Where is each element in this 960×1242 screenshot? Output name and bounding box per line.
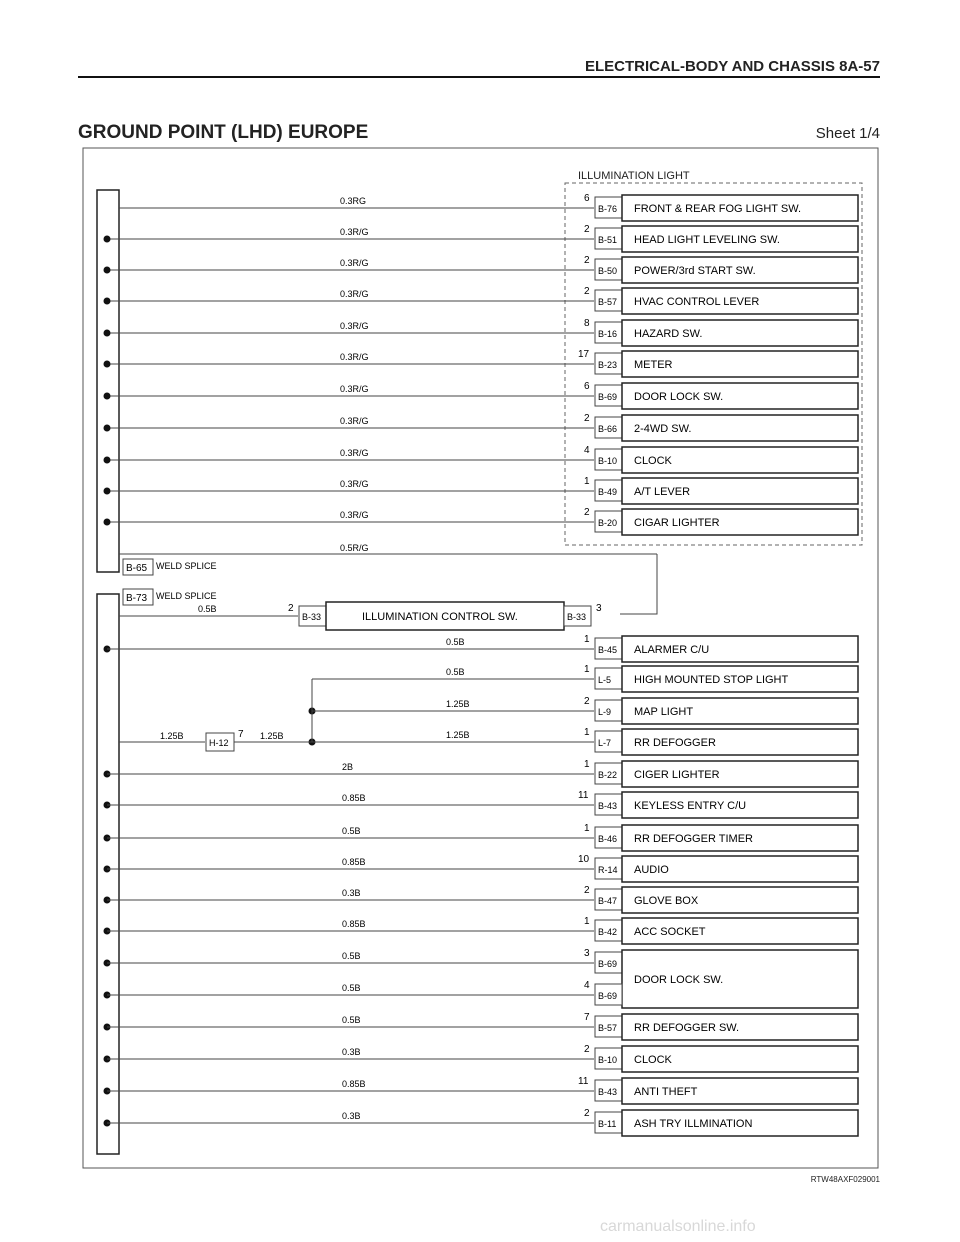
illum-pin-number: 4	[584, 445, 590, 456]
illum-pin-number: 2	[584, 255, 590, 266]
ground-connector-label: B-46	[598, 834, 618, 844]
illum-connector-label: B-69	[598, 392, 618, 402]
ground-wire-label: 0.85B	[342, 793, 366, 803]
ground-wire-label: 0.85B	[342, 1079, 366, 1089]
illum-wire-label: 0.3R/G	[340, 416, 369, 426]
splice-dot	[104, 425, 111, 432]
ground-device-label: KEYLESS ENTRY C/U	[634, 800, 747, 812]
ground-device-label: AUDIO	[634, 864, 669, 876]
ground-wire-label: 1.25B	[446, 730, 470, 740]
illum-wire-label: 0.3R/G	[340, 510, 369, 520]
ground-connector-label: B-45	[598, 645, 618, 655]
ground-connector-label: B-43	[598, 1087, 618, 1097]
illum-device-label: 2-4WD SW.	[634, 423, 692, 435]
ground-device-label: DOOR LOCK SW.	[634, 974, 724, 986]
illum-wire-label: 0.3R/G	[340, 479, 369, 489]
ground-pin-number: 10	[578, 854, 590, 865]
ground-pin-number: 1	[584, 664, 590, 675]
control-switch-conn-left: B-33	[302, 612, 322, 622]
illum-connector-label: B-10	[598, 456, 618, 466]
ground-connector-label: B-69	[598, 991, 618, 1001]
illum-wire-label: 0.3RG	[340, 196, 367, 206]
ground-connector-label: L-7	[598, 738, 612, 748]
ground-pin-number: 1	[584, 727, 590, 738]
illum-device-label: POWER/3rd START SW.	[634, 265, 756, 277]
illum-device-label: HAZARD SW.	[634, 328, 703, 340]
illum-connector-label: B-51	[598, 235, 618, 245]
ground-wire-label: 0.5B	[446, 667, 465, 677]
splice-dot	[104, 488, 111, 495]
illum-pin-number: 2	[584, 507, 590, 518]
illum-wire-label: 0.3R/G	[340, 258, 369, 268]
ground-pin-number: 2	[584, 1108, 590, 1119]
illum-device-label: CLOCK	[634, 455, 672, 467]
illum-connector-label: B-57	[598, 297, 618, 307]
ground-pin-number: 4	[584, 980, 590, 991]
splice-dot	[104, 298, 111, 305]
watermark: carmanualsonline.info	[600, 1218, 756, 1235]
ground-device-label: GLOVE BOX	[634, 895, 699, 907]
illum-wire-label: 0.3R/G	[340, 384, 369, 394]
ground-connector-label: B-22	[598, 770, 618, 780]
control-switch-conn-right: B-33	[567, 612, 587, 622]
illum-device-label: HVAC CONTROL LEVER	[634, 296, 760, 308]
illum-connector-label: B-50	[598, 266, 618, 276]
ground-pin-number: 11	[578, 1076, 589, 1087]
weld-splice-label-upper: WELD SPLICE	[156, 561, 217, 571]
connector-label-b73: B-73	[126, 593, 148, 604]
ground-pin-number: 7	[584, 1012, 590, 1023]
illum-device-label: METER	[634, 359, 673, 371]
control-switch-pin-right: 3	[596, 603, 602, 614]
splice-dot	[104, 330, 111, 337]
illum-device-label: HEAD LIGHT LEVELING SW.	[634, 234, 780, 246]
ground-wire-label: 0.5B	[342, 826, 361, 836]
illum-wire-label: 0.3R/G	[340, 448, 369, 458]
control-switch-wire-label: 0.5B	[198, 604, 217, 614]
splice-dot	[104, 267, 111, 274]
header-title: ELECTRICAL-BODY AND CHASSIS 8A-57	[584, 58, 880, 75]
ground-connector-label: B-69	[598, 959, 618, 969]
ground-device-label: ANTI THEFT	[634, 1086, 698, 1098]
h12-wire-left-label: 1.25B	[160, 731, 184, 741]
illum-connector-label: B-66	[598, 424, 618, 434]
illum-pin-number: 17	[578, 349, 590, 360]
ground-pin-number: 1	[584, 916, 590, 927]
ground-wire-label: 0.3B	[342, 1047, 361, 1057]
illum-device-label: FRONT & REAR FOG LIGHT SW.	[634, 203, 802, 215]
splice-dot	[104, 236, 111, 243]
illum-pin-number: 6	[584, 193, 590, 204]
splice-dot	[104, 361, 111, 368]
illum-pin-number: 2	[584, 413, 590, 424]
ground-device-label: ACC SOCKET	[634, 926, 706, 938]
illumination-group-label: ILLUMINATION LIGHT	[578, 170, 690, 182]
ground-wire-label: 0.85B	[342, 857, 366, 867]
splice-bar-b65	[97, 190, 119, 572]
illum-connector-label: B-49	[598, 487, 618, 497]
illum-pin-number: 2	[584, 224, 590, 235]
ground-connector-label: L-9	[598, 707, 612, 717]
illum-pin-number: 8	[584, 318, 590, 329]
feed-wire-label: 0.5R/G	[340, 543, 369, 553]
ground-pin-number: 2	[584, 885, 590, 896]
ground-pin-number: 11	[578, 790, 589, 801]
illum-device-label: CIGAR LIGHTER	[634, 517, 720, 529]
h12-wire-right-label: 1.25B	[260, 731, 284, 741]
illum-wire-label: 0.3R/G	[340, 227, 369, 237]
ground-pin-number: 3	[584, 948, 590, 959]
ground-connector-label: R-14	[598, 865, 618, 875]
h12-pin: 7	[238, 729, 244, 740]
ground-wire-label: 0.5B	[342, 983, 361, 993]
illum-pin-number: 2	[584, 286, 590, 297]
illum-device-label: A/T LEVER	[634, 486, 691, 498]
illum-wire-label: 0.3R/G	[340, 352, 369, 362]
ground-pin-number: 2	[584, 696, 590, 707]
illum-device-label: DOOR LOCK SW.	[634, 391, 724, 403]
ground-wire-label: 0.5B	[446, 637, 465, 647]
illumination-rows	[104, 193, 859, 535]
ground-device-label: HIGH MOUNTED STOP LIGHT	[634, 674, 789, 686]
ground-wire-label: 0.5B	[342, 1015, 361, 1025]
ground-wire-label: 1.25B	[446, 699, 470, 709]
ground-rows	[104, 634, 859, 1136]
ground-device-label: CLOCK	[634, 1054, 672, 1066]
ground-wire-label: 0.5B	[342, 951, 361, 961]
control-switch-label: ILLUMINATION CONTROL SW.	[362, 611, 518, 623]
ground-connector-label: B-47	[598, 896, 618, 906]
ground-pin-number: 1	[584, 634, 590, 645]
ground-device-label: RR DEFOGGER	[634, 737, 716, 749]
illum-connector-label: B-20	[598, 518, 618, 528]
feed-wire-drop	[620, 554, 657, 614]
ground-pin-number: 1	[584, 823, 590, 834]
ground-device-label: ALARMER C/U	[634, 644, 710, 656]
illum-connector-label: B-76	[598, 204, 618, 214]
ground-pin-number: 2	[584, 1044, 590, 1055]
splice-bar-b73	[97, 594, 119, 1154]
ground-device-label: MAP LIGHT	[634, 706, 694, 718]
illum-pin-number: 1	[584, 476, 590, 487]
ground-connector-label: B-43	[598, 801, 618, 811]
splice-dot	[104, 393, 111, 400]
ground-wire-label: 0.85B	[342, 919, 366, 929]
illum-connector-label: B-16	[598, 329, 618, 339]
ground-wire-label: 2B	[342, 762, 354, 772]
ground-connector-label: B-42	[598, 927, 618, 937]
illum-connector-label: B-23	[598, 360, 618, 370]
illum-pin-number: 6	[584, 381, 590, 392]
ground-connector-label: B-57	[598, 1023, 618, 1033]
control-switch-pin-left: 2	[288, 603, 294, 614]
ground-pin-number: 1	[584, 759, 590, 770]
ground-device-label: ASH TRY ILLMINATION	[634, 1118, 753, 1130]
splice-dot	[104, 457, 111, 464]
splice-dot	[104, 519, 111, 526]
ground-connector-label: B-11	[598, 1119, 617, 1129]
ground-device-label: RR DEFOGGER SW.	[634, 1022, 740, 1034]
illum-wire-label: 0.3R/G	[340, 321, 369, 331]
page-title: GROUND POINT (LHD) EUROPE	[78, 122, 369, 143]
illum-wire-label: 0.3R/G	[340, 289, 369, 299]
ground-device-label: CIGER LIGHTER	[634, 769, 720, 781]
weld-splice-label-lower: WELD SPLICE	[156, 591, 217, 601]
h12-connector-label: H-12	[209, 738, 229, 748]
connector-label-b65: B-65	[126, 563, 148, 574]
sheet-label: Sheet 1/4	[815, 125, 880, 142]
ground-device-label: RR DEFOGGER TIMER	[634, 833, 753, 845]
ground-wire-label: 0.3B	[342, 888, 361, 898]
ground-wire-label: 0.3B	[342, 1111, 361, 1121]
ground-connector-label: B-10	[598, 1055, 618, 1065]
reference-code: RTW48AXF029001	[810, 1175, 880, 1184]
ground-connector-label: L-5	[598, 675, 612, 685]
